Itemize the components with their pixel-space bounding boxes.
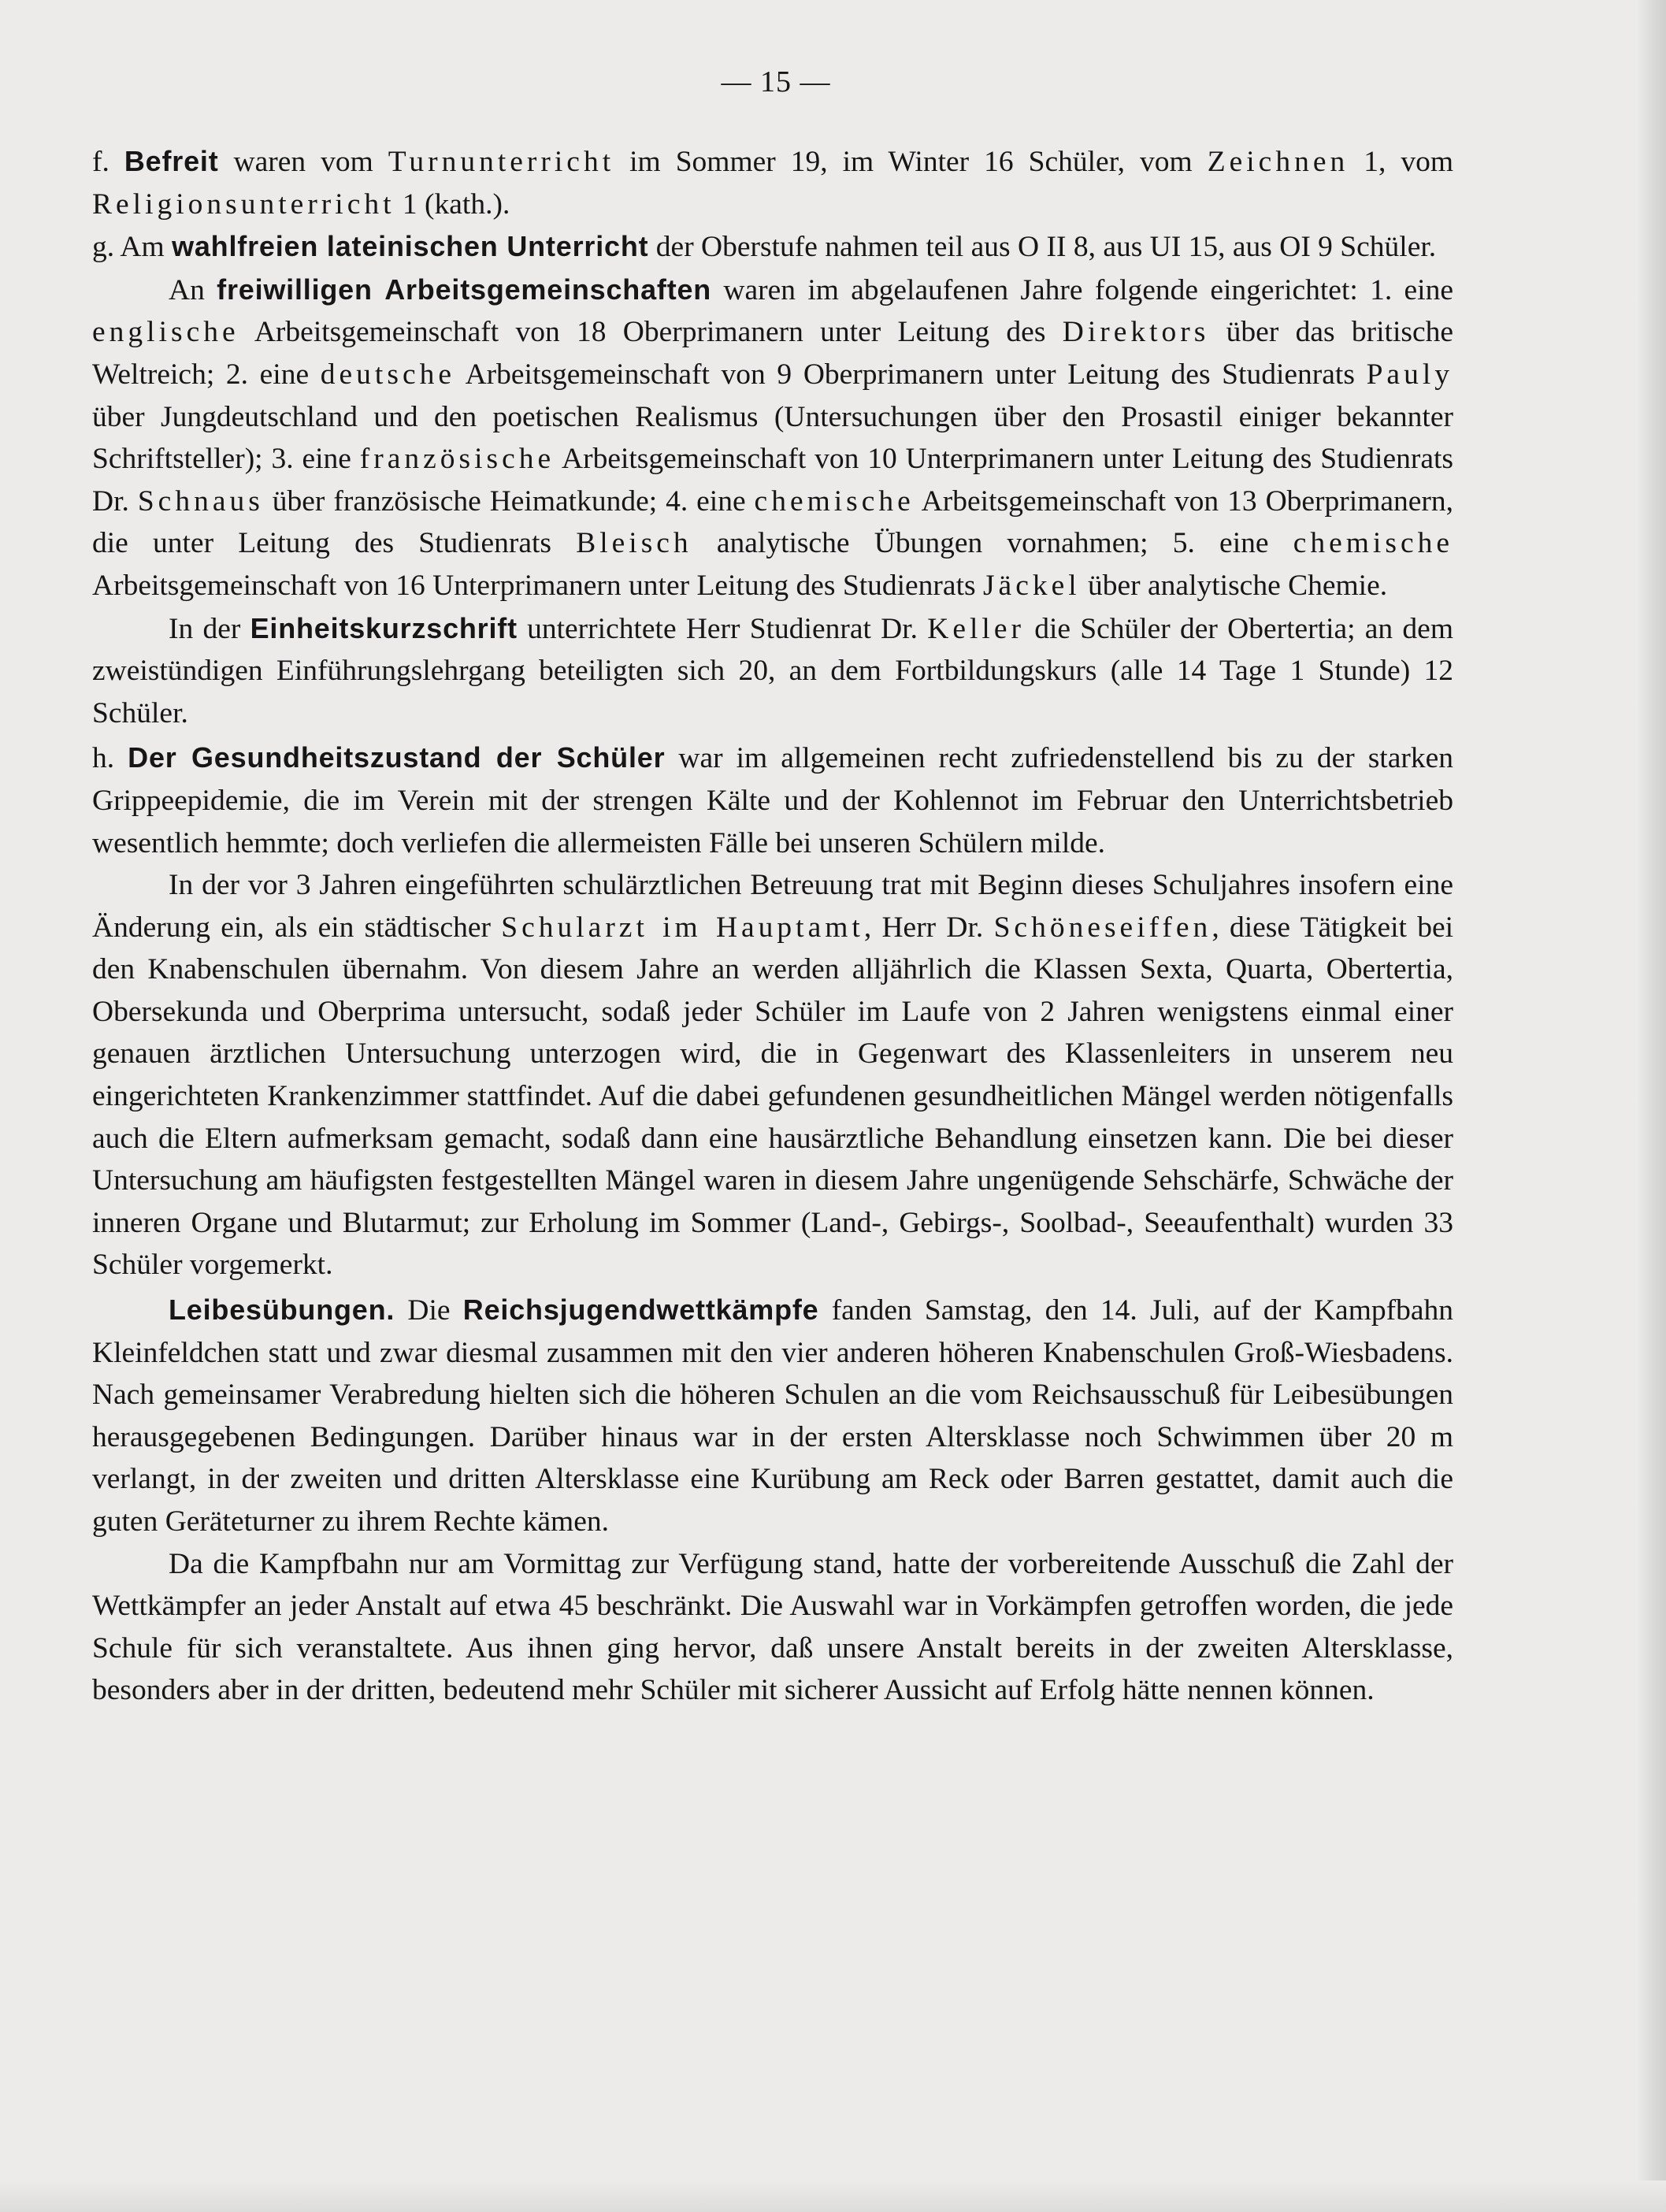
text-segment: fanden Samstag, den 14. Juli, auf der Kampfbahn Kleinfeldchen statt und zwar diesmal zusammen mit den vier anderen höheren Knabenschulen Groß-Wiesbadens. Nach gemeinsamer Verabredung hielten sich die höheren Schulen an die vom Reichsausschuß für Leibesübungen herausgegebenen Bedingungen. Darüber hinaus war in der ersten Altersklasse noch Schwimmen über 20 m verlangt, in der zweiten und dritten Altersklasse eine Kurübung am Reck oder Barren gestattet, damit auch die guten Geräteturner zu ihrem Rechte kämen. (92, 1294, 1453, 1538)
text-segment: Einheitskurzschrift (250, 611, 518, 644)
text-segment: wahlfreien lateinischen Unterricht (172, 230, 649, 263)
text-segment: Religionsunterricht (92, 187, 395, 221)
text-segment: An (169, 273, 217, 306)
text-segment: freiwilligen Arbeitsgemeinschaften (217, 273, 712, 306)
text-segment: Reichsjugendwettkämpfe (462, 1293, 819, 1327)
paragraph-p2 (92, 225, 1453, 269)
text-segment: , diese Tätigkeit bei den Knabenschulen übernahm. Von diesem Jahre an werden alljährlich die Klassen Sexta, Quarta, Obertertia, Obersekunda und Oberprima untersucht, sodaß jeder Schüler im Laufe von 2 Jahren wenigstens einmal einer genauen ärztlichen Untersuchung unterzogen wird, die in Gegenwart des Klassenleiters in unserem neu eingerichteten Krankenzimmer stattfindet. Auf die dabei gefundenen gesundheitlichen Mängel werden nötigenfalls auch die Eltern aufmerksam gemacht, sodaß dann eine hausärztliche Behandlung einsetzen kann. Die bei dieser Untersuchung am häufigsten festgestellten Mängel waren in diesem Jahre ungenügende Sehschärfe, Schwäche der inneren Organe und Blutarmut; zur Erholung im Sommer (Land-, Gebirgs-, Soolbad-, Seeaufenthalt) wurden 33 Schüler vorgemerkt. (92, 911, 1454, 1282)
text-segment: englische (92, 316, 239, 349)
text-segment: über das britische Weltreich; 2. eine (92, 316, 1454, 391)
text-segment: Turnunterricht (388, 146, 615, 178)
text-segment: Schularzt im Hauptamt (501, 911, 864, 944)
text-segment: In der vor 3 Jahren eingeführten schulärztlichen Betreuung trat mit Beginn dieses Schuljahres insofern eine Änderung ein, als ein städtischer (92, 869, 1453, 944)
paragraph-p6 (92, 864, 1453, 1286)
text-segment: Arbeitsgemeinschaft von 13 Oberprimanern, die unter Leitung des Studienrats (92, 484, 1454, 560)
page-edge-shadow (1636, 0, 1666, 2212)
paragraph-p7 (92, 1289, 1453, 1543)
text-segment: Direktors (1062, 316, 1210, 349)
body-text (92, 140, 1453, 1712)
text-segment: waren im abgelaufenen Jahre folgende eingerichtet: 1. eine (711, 273, 1453, 306)
text-segment: Jäckel (982, 569, 1081, 602)
text-segment: Leibesübungen. (169, 1293, 395, 1327)
text-segment: im Sommer 19, im Winter 16 Schüler, vom (614, 146, 1208, 178)
paragraph-p1 (92, 140, 1453, 225)
text-segment: g. Am (92, 231, 173, 264)
paragraph-p5 (92, 737, 1453, 864)
text-segment: Schnaus (137, 484, 264, 518)
text-segment: Zeichnen (1207, 146, 1349, 178)
text-segment: h. (92, 742, 128, 775)
text-segment: Befreit (124, 145, 219, 177)
paragraph-p8 (92, 1543, 1453, 1712)
text-segment: 1, vom (1349, 146, 1453, 178)
text-segment: Da die Kampfbahn nur am Vormittag zur Verfügung stand, hatte der vorbereitende Ausschuß die Zahl der Wettkämpfer an jeder Anstalt auf etwa 45 beschränkt. Die Auswahl war in Vorkämpfen getroffen worden, die jede Schule für sich veranstaltete. Aus ihnen ging hervor, daß unsere Anstalt bereits in der zweiten Altersklasse, besonders aber in der dritten, bedeutend mehr Schüler mit sicherer Aussicht auf Erfolg hätte nennen können. (92, 1547, 1453, 1707)
text-segment: Arbeitsgemeinschaft von 9 Oberprimanern unter Leitung des Studienrats (455, 358, 1367, 391)
text-segment: 1 (kath.). (395, 187, 510, 221)
text-segment: die Schüler der Obertertia; an dem zweistündigen Einführungslehrgang beteiligten sich 20, an dem Fortbildungskurs (alle 14 Tage 1 Stunde) 12 Schüler. (92, 612, 1453, 729)
text-segment: Die (395, 1294, 463, 1327)
text-segment: deutsche (320, 358, 455, 391)
text-segment: Bleisch (576, 527, 692, 560)
text-segment: Arbeitsgemeinschaft von 10 Unterprimanern unter Leitung des Studienrats Dr. (92, 443, 1453, 518)
text-segment: waren vom (218, 146, 388, 178)
text-segment: analytische Übungen vornahmen; 5. eine (692, 527, 1293, 560)
text-segment: Pauly (1366, 358, 1453, 391)
text-segment: Arbeitsgemeinschaft von 18 Oberprimanern unter Leitung des (239, 316, 1063, 349)
text-segment: über französische Heimatkunde; 4. eine (263, 484, 755, 518)
text-segment: über analytische Chemie. (1080, 569, 1388, 602)
text-segment: chemische (1293, 527, 1453, 560)
page-bottom-shadow (0, 2180, 1666, 2212)
text-segment: Der Gesundheitszustand der Schüler (128, 741, 666, 774)
text-segment: , Herr Dr. (863, 911, 994, 944)
text-segment: chemische (754, 484, 915, 518)
text-segment: war im allgemeinen recht zufriedenstellend bis zu der starken Grippeepidemie, die im Verein mit der strengen Kälte und der Kohlennot im Februar den Unterrichtsbetrieb wesentlich hemmte; doch verliefen die allermeisten Fälle bei unseren Schülern milde. (92, 742, 1453, 859)
page-number: — 15 — (721, 65, 831, 98)
text-segment: unterrichtete Herr Studienrat Dr. (517, 612, 928, 645)
text-segment: Schöneseiffen (993, 911, 1212, 944)
text-segment: In der (169, 612, 250, 645)
paragraph-p3 (92, 269, 1453, 607)
text-segment: französische (359, 443, 555, 476)
text-segment: Arbeitsgemeinschaft von 16 Unterprimanern unter Leitung des Studienrats (92, 569, 983, 602)
text-segment: f. (92, 146, 124, 178)
text-segment: der Oberstufe nahmen teil aus O II 8, aus UI 15, aus OI 9 Schüler. (648, 231, 1437, 264)
text-segment: über Jungdeutschland und den poetischen Realismus (Untersuchungen über den Prosastil einiger bekannter Schriftsteller); 3. eine (92, 400, 1453, 476)
paragraph-p4 (92, 607, 1453, 735)
text-segment: Keller (927, 612, 1025, 645)
